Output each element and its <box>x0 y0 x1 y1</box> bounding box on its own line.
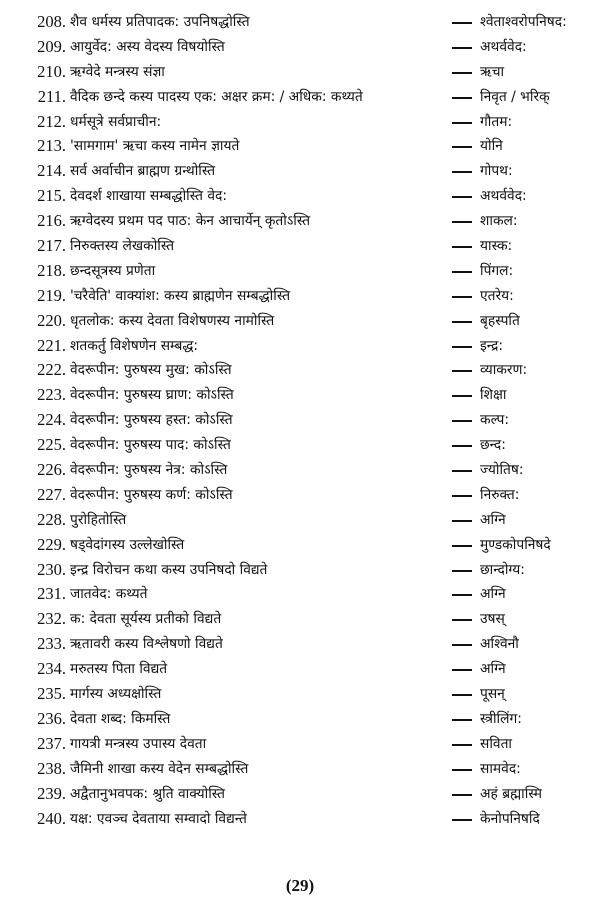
item-number: 236. <box>37 708 66 728</box>
list-item <box>0 309 600 334</box>
list-item <box>0 682 600 707</box>
item-number: 225. <box>37 435 66 455</box>
answer-text: स्त्रीलिंग: <box>480 710 522 727</box>
question-text: वैदिक छन्दे कस्य पादस्य एक: अक्षर क्रम: / अधिक: कथ्यते <box>70 88 363 105</box>
dash-separator <box>452 296 472 298</box>
question-text: वेदरूपीन: पुरुषस्य मुख: कोऽस्ति <box>70 362 232 379</box>
answer-text: योनि <box>480 138 503 155</box>
question-text: इन्द्र विरोचन कथा कस्य उपनिषदो विद्यते <box>70 561 268 578</box>
item-number: 214. <box>37 161 66 181</box>
answer-text: श्वेताश्वरोपनिषद: <box>480 14 567 30</box>
dash-separator <box>452 246 472 248</box>
question-text: 'सामगाम' ऋचा कस्य नामेन ज्ञायते <box>70 138 240 155</box>
item-number: 213. <box>37 136 66 156</box>
list-item <box>0 10 600 35</box>
list-item <box>0 284 600 309</box>
page-number: (29) <box>285 876 315 895</box>
question-text: देवता शब्द: किमस्ति <box>70 710 171 727</box>
answer-text: व्याकरण: <box>480 362 528 379</box>
question-text: यक्ष: एवञ्च देवताया सम्वादो विद्यन्ते <box>70 810 247 827</box>
item-number: 238. <box>37 758 66 778</box>
list-item <box>0 782 600 807</box>
list-item <box>0 35 600 60</box>
list-item <box>0 334 600 359</box>
answer-text: निरुक्त: <box>480 486 520 503</box>
answer-text: अहं ब्रह्मास्मि <box>480 785 542 802</box>
answer-text: छान्दोग्य: <box>480 561 525 578</box>
answer-text: निवृत / भरिक् <box>480 88 550 105</box>
answer-text: बृहस्पति <box>480 312 520 329</box>
item-number: 209. <box>37 36 66 56</box>
list-item <box>0 433 600 458</box>
item-number: 227. <box>37 484 66 504</box>
answer-text: कल्प: <box>480 412 509 429</box>
answer-text: यास्क: <box>480 238 513 255</box>
question-text: ऋतावरी कस्य विश्लेषणो विद्यते <box>70 636 223 653</box>
dash-separator <box>452 97 472 99</box>
question-text: वेदरूपीन: पुरुषस्य हस्त: कोऽस्ति <box>70 412 233 429</box>
item-number: 237. <box>37 733 66 753</box>
item-number: 221. <box>37 335 66 355</box>
dash-separator <box>452 619 472 621</box>
question-text: जातवेद: कथ्यते <box>70 586 148 603</box>
dash-separator <box>452 570 472 572</box>
question-text: शैव धर्मस्य प्रतिपादक: उपनिषद्धोस्ति <box>70 14 250 30</box>
dash-separator <box>452 321 472 323</box>
list-item <box>0 110 600 135</box>
question-text: धृतलोक: कस्य देवता विशेषणस्य नामोस्ति <box>70 312 275 329</box>
question-text: सर्व अर्वाचीन ब्राह्मण ग्रन्थोस्ति <box>70 163 216 180</box>
item-number: 240. <box>37 808 66 828</box>
dash-separator <box>452 271 472 273</box>
list-item <box>0 159 600 184</box>
list-item <box>0 632 600 657</box>
item-number: 215. <box>37 186 66 206</box>
question-text: देवदर्श शाखाया सम्बद्धोस्ति वेद: <box>70 188 227 205</box>
dash-separator <box>452 122 472 124</box>
dash-separator <box>452 520 472 522</box>
question-text: छन्दसूत्रस्य प्रणेता <box>70 262 156 279</box>
item-number: 217. <box>37 236 66 256</box>
item-number: 211. <box>37 86 66 106</box>
answer-text: केनोपनिषदि <box>480 810 540 827</box>
list-item <box>0 508 600 533</box>
question-text: ऋग्वेदे मन्त्रस्य संज्ञा <box>70 63 165 80</box>
list-item <box>0 184 600 209</box>
dash-separator <box>452 72 472 74</box>
item-number: 232. <box>37 609 66 629</box>
item-number: 230. <box>37 559 66 579</box>
dash-separator <box>452 744 472 746</box>
list-item <box>0 60 600 85</box>
list-item <box>0 85 600 110</box>
question-text: षड्वेदांगस्य उल्लेखोस्ति <box>70 536 185 553</box>
question-text: धर्मसूत्रे सर्वप्राचीन: <box>70 113 162 130</box>
item-number: 222. <box>37 360 66 380</box>
question-text: शतकर्तु विशेषणेन सम्बद्ध: <box>70 337 199 354</box>
dash-separator <box>452 694 472 696</box>
item-number: 220. <box>37 310 66 330</box>
list-item <box>0 582 600 607</box>
list-item <box>0 807 600 832</box>
dash-separator <box>452 346 472 348</box>
answer-text: उषस् <box>480 611 505 628</box>
dash-separator <box>452 445 472 447</box>
item-number: 233. <box>37 634 66 654</box>
dash-separator <box>452 420 472 422</box>
question-text: वेदरूपीन: पुरुषस्य पाद: कोऽस्ति <box>70 437 231 454</box>
answer-text: अथर्ववेद: <box>480 38 527 55</box>
question-text: आयुर्वेद: अस्य वेदस्य विषयोस्ति <box>70 38 225 55</box>
list-item <box>0 533 600 558</box>
question-text: मरुतस्य पिता विद्यते <box>70 661 168 678</box>
dash-separator <box>452 819 472 821</box>
item-number: 229. <box>37 534 66 554</box>
list-item <box>0 358 600 383</box>
list-item <box>0 732 600 757</box>
list-item <box>0 259 600 284</box>
item-number: 218. <box>37 260 66 280</box>
dash-separator <box>452 545 472 547</box>
question-text: 'चरैवेति' वाक्यांश: कस्य ब्राह्मणेन सम्बद्धोस्ति <box>70 287 291 304</box>
dash-separator <box>452 470 472 472</box>
answer-text: मुण्डकोपनिषदे <box>480 536 551 553</box>
question-text: वेदरूपीन: पुरुषस्य घ्राण: कोऽस्ति <box>70 387 234 404</box>
answer-text: सामवेद: <box>480 760 521 777</box>
answer-text: सविता <box>480 735 513 752</box>
answer-text: पूसन् <box>480 686 505 703</box>
item-number: 219. <box>37 285 66 305</box>
question-text: अद्वैतानुभवपक: श्रुति वाक्योस्ति <box>70 785 226 802</box>
question-text: गायत्री मन्त्रस्य उपास्य देवता <box>70 735 207 752</box>
answer-text: पिंगल: <box>480 262 514 279</box>
item-number: 224. <box>37 410 66 430</box>
dash-separator <box>452 196 472 198</box>
dash-separator <box>452 495 472 497</box>
item-number: 216. <box>37 211 66 231</box>
list-item <box>0 458 600 483</box>
question-text: निरुक्तस्य लेखकोस्ति <box>70 238 175 255</box>
dash-separator <box>452 146 472 148</box>
question-text: जैमिनी शाखा कस्य वेदेन सम्बद्धोस्ति <box>70 760 249 777</box>
answer-text: इन्द्र: <box>480 337 504 354</box>
dash-separator <box>452 594 472 596</box>
dash-separator <box>452 370 472 372</box>
list-item <box>0 707 600 732</box>
list-item <box>0 234 600 259</box>
answer-text: अथर्ववेद: <box>480 188 527 205</box>
list-item <box>0 134 600 159</box>
answer-text: शाकल: <box>480 213 518 230</box>
dash-separator <box>452 644 472 646</box>
item-number: 223. <box>37 385 66 405</box>
item-number: 228. <box>37 509 66 529</box>
answer-text: एतरेय: <box>480 287 514 304</box>
dash-separator <box>452 221 472 223</box>
dash-separator <box>452 669 472 671</box>
dash-separator <box>452 719 472 721</box>
answer-text: ज्योतिष: <box>480 462 524 479</box>
list-item <box>0 383 600 408</box>
question-text: पुरोहितोस्ति <box>70 511 127 528</box>
answer-text: शिक्षा <box>480 387 507 404</box>
answer-text: गोपथ: <box>480 163 513 180</box>
answer-text: अग्नि <box>480 511 506 528</box>
item-number: 208. <box>37 12 66 31</box>
list-item <box>0 757 600 782</box>
dash-separator <box>452 22 472 24</box>
item-number: 235. <box>37 684 66 704</box>
answer-text: अश्विनौ <box>480 636 519 653</box>
list-item <box>0 558 600 583</box>
dash-separator <box>452 47 472 49</box>
question-text: क: देवता सूर्यस्य प्रतीको विद्यते <box>70 611 222 628</box>
list-item <box>0 607 600 632</box>
answer-text: अग्नि <box>480 661 506 678</box>
answer-text: अग्नि <box>480 586 506 603</box>
question-text: वेदरूपीन: पुरुषस्य नेत्र: कोऽस्ति <box>70 462 228 479</box>
list-item <box>0 657 600 682</box>
item-number: 226. <box>37 460 66 480</box>
list-item <box>0 408 600 433</box>
item-number: 234. <box>37 659 66 679</box>
question-answer-list <box>0 10 600 831</box>
answer-text: ऋचा <box>480 63 505 80</box>
item-number: 210. <box>37 61 66 81</box>
dash-separator <box>452 395 472 397</box>
dash-separator <box>452 794 472 796</box>
answer-text: छन्द: <box>480 437 506 454</box>
dash-separator <box>452 769 472 771</box>
item-number: 231. <box>37 584 66 604</box>
question-text: ऋग्वेदस्य प्रथम पद पाठ: केन आचार्येन् कृतोऽस्ति <box>70 213 311 230</box>
dash-separator <box>452 171 472 173</box>
item-number: 212. <box>37 111 66 131</box>
list-item <box>0 483 600 508</box>
list-item <box>0 209 600 234</box>
question-text: वेदरूपीन: पुरुषस्य कर्ण: कोऽस्ति <box>70 486 233 503</box>
question-text: मार्गस्य अध्यक्षोस्ति <box>70 686 162 703</box>
item-number: 239. <box>37 783 66 803</box>
answer-text: गौतम: <box>480 113 513 130</box>
